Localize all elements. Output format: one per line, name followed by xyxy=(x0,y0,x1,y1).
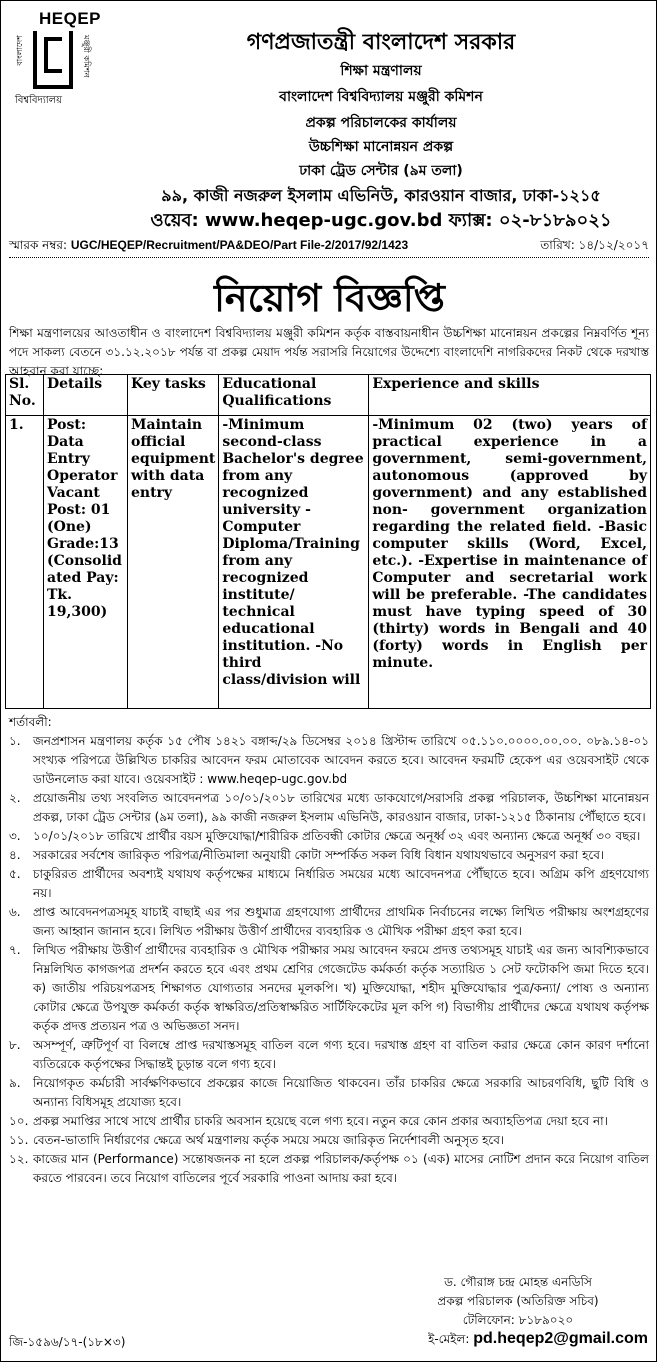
logo-brand: HEQEP xyxy=(39,9,102,28)
conditions-section xyxy=(9,713,649,1188)
logo-side-left: বাংলাদেশ xyxy=(15,35,24,66)
header-ministry: শিক্ষা মন্ত্রণালয় xyxy=(340,63,422,79)
header-office: প্রকল্প পরিচালকের কার্যালয় xyxy=(305,115,457,131)
condition-number: ৯. xyxy=(9,1076,21,1090)
condition-text: বেতন-ভাতাদি নির্ধারণের ক্ষেত্রে অর্থ মন্ত্রণালয় কর্তৃক সময়ে সময়ে জারিকৃত নির্দেশাবলী অনুসৃত হবে। xyxy=(33,1133,505,1147)
cell-sl: 1. xyxy=(6,416,44,709)
condition-item xyxy=(9,1131,649,1150)
condition-number: ১০. xyxy=(9,1114,29,1128)
cell-details: Post: Data Entry Operator Vacant Post: 01 (One) Grade:13 (Consolid ated Pay: Tk. 19,300) xyxy=(44,416,128,709)
condition-number: ৫. xyxy=(9,867,21,881)
header-ugc: বাংলাদেশ বিশ্ববিদ্যালয় মঞ্জুরী কমিশন xyxy=(279,89,483,105)
condition-item xyxy=(9,1112,649,1131)
signatory-phone: টেলিফোন: ৮১৮৯০২০ xyxy=(462,1313,574,1327)
conditions-heading: শর্তাবলী: xyxy=(9,715,52,729)
header-building: ঢাকা ট্রেড সেন্টার (৯ম তলা) xyxy=(299,163,463,179)
vacancy-table xyxy=(5,374,651,709)
condition-item xyxy=(9,1036,649,1074)
condition-item xyxy=(9,827,649,846)
condition-text: ১০/০১/২০১৮ তারিখে প্রার্থীর বয়স মুক্তিযোদ্ধা/শারীরিক প্রতিবন্ধী কোটার ক্ষেত্রে অনূর্ধ্ব ৩২ এবং অন্যান্য ক্ষেত্রে অনূর্ধ্ব ৩০ বছর। xyxy=(33,829,641,843)
condition-item xyxy=(9,903,649,941)
condition-number: ৮. xyxy=(9,1038,21,1052)
divider xyxy=(9,257,649,258)
memo-label: স্মারক নম্বর: xyxy=(9,238,68,252)
col-header-sl: Sl. No. xyxy=(6,375,44,416)
header-government: গণপ্রজাতন্ত্রী বাংলাদেশ সরকার xyxy=(246,30,516,55)
signatory-designation: প্রকল্প পরিচালক (অতিরিক্ত সচিব) xyxy=(437,1294,599,1308)
signatory-name: ড. গৌরাঙ্গ চন্দ্র মোহন্ত এনডিসি xyxy=(444,1275,592,1289)
condition-item xyxy=(9,941,649,1036)
condition-text: প্রাপ্ত আবেদনপত্রসমূহ যাচাই বাছাই এর পর শুধুমাত্র গ্রহণযোগ্য প্রার্থীদের প্রাথমিক নির্বাচনের লক্ষ্যে লিখিত পরীক্ষায় অংশগ্রহণের জন্য আহ্বান জানান হবে। লিখিত পরীক্ষায় উত্তীর্ণ প্রার্থীদের ব্যবহারিক ও মৌখিক পরীক্ষা গ্রহণ করা হবে। xyxy=(33,905,649,938)
condition-text: সরকারের সর্বশেষ জারিকৃত পরিপত্র/নীতিমালা অনুযায়ী কোটা সম্পর্কিত সকল বিধি বিধান যথাযথভাবে অনুসরণ করা হবে। xyxy=(33,848,605,862)
condition-item xyxy=(9,846,649,865)
gazette-code: জি-১৫৯৬/১৭-(১৮×৩) xyxy=(9,1335,126,1349)
condition-text: জনপ্রশাসন মন্ত্রণালয় কর্তৃক ১৫ পৌষ ১৪২১ বঙ্গাব্দ/২৯ ডিসেম্বর ২০১৪ খ্রিস্টাব্দ তারিখে ০৫.১১০.০০০০.০০.০০. ০৮৯.১৪-০১ সংখ্যক পরিপত্রে উল্লিখিত চাকরির আবেদন ফরম মোতাবেক আবেদন করতে হবে। আবেদন ফরমটি হেকেপ এর ওয়েবসাইট থেকে ডাউনলোড করা যাবে। ওয়েবসাইট : www.heqep-ugc.gov.bd xyxy=(33,734,649,786)
cell-education: -Minimum second-class Bachelor's degree from any recognized university -Computer Diploma/Training from any recognized institute/ technical educational institution. -No third class/division will xyxy=(219,416,369,709)
memo-number: UGC/HEQEP/Recruitment/PA&DEO/Part File-2/2017/92/1423 xyxy=(70,238,409,252)
condition-number: ১. xyxy=(9,734,21,748)
condition-item xyxy=(9,789,649,827)
condition-number: ৭. xyxy=(9,943,21,957)
condition-item xyxy=(9,1150,649,1188)
col-header-details: Details xyxy=(44,375,128,416)
condition-item xyxy=(9,732,649,789)
signatory-email-line xyxy=(388,1330,648,1349)
table-row xyxy=(6,416,651,709)
condition-text: নিয়োগকৃত কর্মচারী সার্বক্ষণিকভাবে প্রকল্পের কাজে নিয়োজিত থাকবেন। তাঁর চাকরির ক্ষেত্রে সরকারি আচরণবিধি, ছুটি বিধি ও অন্যান্য বিধিসমূহ প্রযোজ্য হবে। xyxy=(33,1076,649,1109)
condition-number: ৬. xyxy=(9,905,21,919)
notice-title: নিয়োগ বিজ্ঞপ্তি xyxy=(214,276,445,320)
condition-number: ৩. xyxy=(9,829,21,843)
heqep-logo xyxy=(11,9,106,109)
condition-item xyxy=(9,865,649,903)
header-project: উচ্চশিক্ষা মানোন্নয়ন প্রকল্প xyxy=(308,139,454,155)
condition-item xyxy=(9,1074,649,1112)
condition-number: ১২. xyxy=(9,1152,29,1166)
table-header-row xyxy=(6,375,651,416)
cell-experience: -Minimum 02 (two) years of practical experience in a government, semi-government, autonomous (approved by government) and any established non- government organization regarding the related field. -Basic computer skills (Word, Excel, etc.). -Expertise in maintenance of Computer and secretarial work will be preferable. -The candidates must have typing speed of 30 (thirty) words in Bengali and 40 (forty) words in English per minute. xyxy=(369,416,651,709)
conditions-list xyxy=(9,732,649,1188)
condition-number: ১১. xyxy=(9,1133,29,1147)
intro-paragraph: শিক্ষা মন্ত্রণালয়ের আওতাধীন ও বাংলাদেশ বিশ্ববিদ্যালয় মঞ্জুরী কমিশন কর্তৃক বাস্তবায়নাধীন উচ্চশিক্ষা মানোন্নয়ন প্রকল্পের নিম্নবর্ণিত শূন্য পদে সাকল্য বেতনে ৩১.১২.২০১৮ পর্যন্ত বা প্রকল্প মেয়াদ পর্যন্ত সরাসরি নিয়োগের উদ্দেশ্যে বাংলাদেশি নাগরিকদের নিকট থেকে দরখাস্ত আহবান করা যাচ্ছে: xyxy=(9,326,649,378)
condition-number: ২. xyxy=(9,791,21,805)
email-label: ই-মেইল: xyxy=(428,1332,470,1346)
col-header-tasks: Key tasks xyxy=(128,375,219,416)
condition-text: অসম্পূর্ণ, ত্রুটিপূর্ণ বা বিলম্বে প্রাপ্ত দরখাস্তসমূহ বাতিল বলে গণ্য হবে। দরখাস্ত গ্রহণ বা বাতিল করার ক্ষেত্রে কোন কারণ দর্শানো ব্যতিরেকে কর্তৃপক্ষের সিদ্ধান্তই চূড়ান্ত বলে গণ্য হবে। xyxy=(33,1038,649,1071)
email-link[interactable]: pd.heqep2@gmail.com xyxy=(473,1330,648,1347)
col-header-education: Educational Qualifications xyxy=(219,375,369,416)
condition-number: ৪. xyxy=(9,848,21,862)
memo-line xyxy=(9,237,649,257)
cell-tasks: Maintain official equipment with data entry xyxy=(128,416,219,709)
col-header-experience: Experience and skills xyxy=(369,375,651,416)
header-address: ৯৯, কাজী নজরুল ইসলাম এভিনিউ, কারওয়ান বাজার, ঢাকা-১২১৫ xyxy=(161,186,601,205)
condition-text: লিখিত পরীক্ষায় উত্তীর্ণ প্রার্থীদের ব্যবহারিক ও মৌখিক পরীক্ষার সময় আবেদন ফরমে প্রদত্ত তথ্যসমূহ যাচাই এর জন্য আবশ্যিকভাবে নিম্নলিখিত কাগজপত্র প্রদর্শন করতে হবে এবং প্রথম শ্রেণির গেজেটেড কর্মকর্তা কর্তৃক সত্যায়িত ১ সেট ফটোকপি জমা দিতে হবে। ক) জাতীয় পরিচয়পত্রসহ শিক্ষাগত যোগ্যতার সনদের মূলকপি। খ) মুক্তিযোদ্ধা, শহীদ মুক্তিযোদ্ধার পুত্র/কন্যা/ পোষ্য ও অন্যান্য কোটার ক্ষেত্রে উপযুক্ত কর্মকর্তা কর্তৃক স্বাক্ষরিত/প্রতিস্বাক্ষরিত সার্টিফিকেটের মূল কপি গ) বিভাগীয় প্রার্থীদের ক্ষেত্রে যথাযথ কর্তৃপক্ষ কর্তৃক প্রদত্ত প্রত্যয়ন পত্র ও অভিজ্ঞতা সনদ। xyxy=(33,943,649,1033)
memo-date: তারিখ: ১৪/১২/২০১৭ xyxy=(540,238,649,252)
logo-side-right: মঞ্জুরী কমিশন xyxy=(82,35,91,78)
header-web-fax: ওয়েব: www.heqep-ugc.gov.bd ফ্যাক্স: ০২-৮১৮৯০২১ xyxy=(150,210,612,231)
ugc-emblem-icon xyxy=(33,31,73,89)
logo-bottom-text: বিশ্ববিদ্যালয় xyxy=(15,95,62,106)
condition-text: কাজের মান (Performance) সন্তোষজনক না হলে প্রকল্প পরিচালক/কর্তৃপক্ষ ০১ (এক) মাসের নোটিশ প্রদান করে নিয়োগ বাতিল করতে পারবেন। তবে নিয়োগ বাতিলের পূর্বে সরকারি পাওনা আদায় করা হবে। xyxy=(33,1152,649,1185)
condition-text: প্রয়োজনীয় তথ্য সংবলিত আবেদনপত্র ১০/০১/২০১৮ তারিখের মধ্যে ডাকযোগে/সরাসরি প্রকল্প পরিচালক, উচ্চশিক্ষা মানোন্নয়ন প্রকল্প, ঢাকা ট্রেড সেন্টার (৯ম তলা), ৯৯ কাজী নজরুল ইসলাম এভিনিউ, কারওয়ান বাজার, ঢাকা-১২১৫ ঠিকানায় পৌঁছাতে হবে। xyxy=(33,791,649,824)
condition-text: চাকুরিরত প্রার্থীদের অবশ্যই যথাযথ কর্তৃপক্ষের মাধ্যমে নির্ধারিত সময়ের মধ্যে আবেদনপত্র পৌঁছাতে হবে। অগ্রিম কপি গ্রহণযোগ্য নয়। xyxy=(33,867,649,900)
signature-block xyxy=(388,1273,648,1349)
condition-text: প্রকল্প সমাপ্তির সাথে সাথে প্রার্থীর চাকরি অবসান হয়েছে বলে গণ্য হবে। নতুন করে কোন প্রকার অব্যাহতিপত্র দেয়া হবে না। xyxy=(33,1114,608,1128)
